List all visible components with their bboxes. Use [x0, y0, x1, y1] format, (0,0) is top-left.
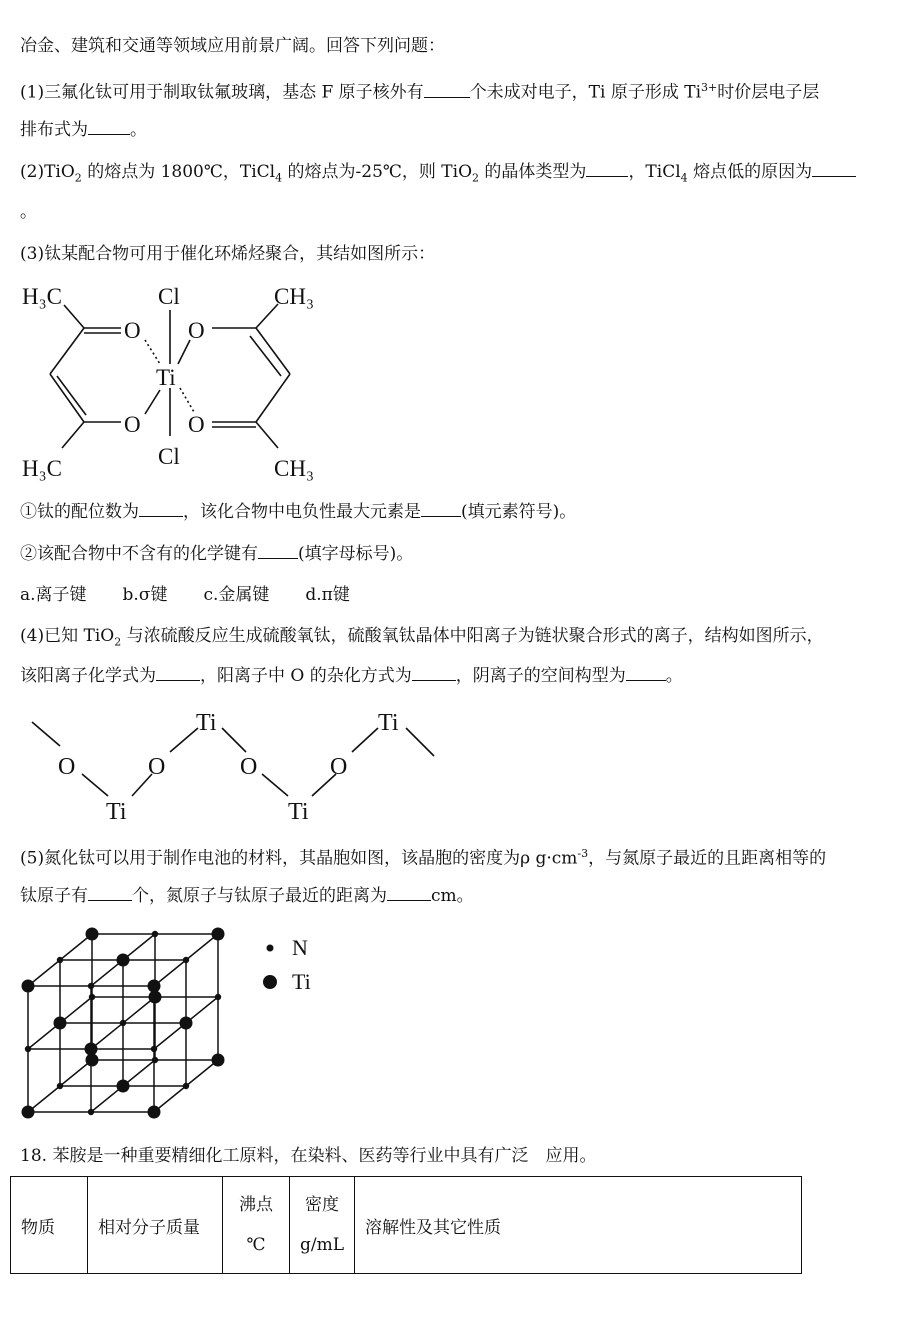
titanium-atom [149, 991, 162, 1004]
titanium-label: Ti [288, 799, 309, 825]
titanium-atom [212, 1054, 225, 1067]
titanium-atom [180, 1017, 193, 1030]
question-5-line-1: (5)氮化钛可以用于制作电池的材料，其晶胞如图，该晶胞的密度为ρ $g\cdot cm^{-3}$，与氮原子最近的且距离相等的 [20, 847, 827, 869]
bond-line [50, 374, 84, 422]
bond-line [170, 728, 198, 752]
nitrogen-atom [88, 1109, 94, 1115]
titanium-complex-structure [0, 270, 360, 490]
titanium-atom [86, 1054, 99, 1067]
oxygen-label: O [188, 318, 205, 343]
titanium-atom [117, 954, 130, 967]
bond-line [406, 728, 434, 756]
titanium-label: Ti [106, 799, 127, 825]
bond-line [50, 328, 84, 374]
titanium-atom [54, 1017, 67, 1030]
oxygen-label: O [188, 412, 205, 437]
property-table [10, 1176, 802, 1274]
question-18-stem: 18. 苯胺是一种重要精细化工原料，在染料、医药等行业中具有广泛 应用。 [20, 1146, 597, 1166]
bond-line [256, 422, 278, 448]
methyl-label: CH₃ [274, 456, 314, 481]
header-substance: 物质 [11, 1177, 88, 1274]
question-1-line-2: 排布式为 。 [20, 120, 147, 140]
methyl-label: H₃C [22, 456, 62, 481]
nitrogen-atom [152, 931, 158, 937]
chlorine-label: Cl [158, 284, 180, 309]
methyl-label: CH₃ [274, 284, 314, 309]
methyl-label: H₃C [22, 284, 62, 309]
answer-blank[interactable] [812, 160, 856, 177]
nitrogen-atom [120, 1020, 126, 1026]
answer-blank[interactable] [586, 160, 628, 177]
nitrogen-atom [57, 1083, 63, 1089]
dative-bond [180, 388, 194, 412]
nitrogen-atom [88, 983, 94, 989]
nitrogen-atom [57, 957, 63, 963]
nitrogen-atom [89, 994, 95, 1000]
bond-line [262, 774, 288, 796]
header-density: 密度 g/mL [290, 1177, 355, 1274]
answer-blank[interactable] [156, 664, 200, 681]
oxygen-label: O [240, 754, 258, 780]
oxygen-label: O [124, 318, 141, 343]
bond-line [145, 390, 160, 414]
titanium-nitride-unit-cell [0, 920, 340, 1130]
bond-line [178, 340, 190, 364]
legend-titanium-label: Ti [292, 969, 311, 994]
legend-nitrogen-label: N [292, 935, 308, 960]
answer-blank[interactable] [412, 664, 456, 681]
titanium-atom [86, 928, 99, 941]
titanium-oxygen-chain [0, 696, 460, 831]
titanium-atom [148, 980, 161, 993]
chlorine-label: Cl [158, 444, 180, 469]
nitrogen-atom [183, 1083, 189, 1089]
option-d[interactable]: d.π键 [305, 585, 350, 605]
nitrogen-atom [152, 1057, 158, 1063]
bond-line [82, 774, 108, 796]
titanium-atom [22, 980, 35, 993]
table-header-row [11, 1177, 802, 1274]
answer-blank[interactable] [387, 884, 431, 901]
oxygen-label: O [330, 754, 348, 780]
bond-line [352, 728, 378, 752]
titanium-label: Ti [196, 710, 217, 736]
answer-blank[interactable] [88, 118, 130, 135]
question-4-line-2: 该阳离子化学式为 ，阳离子中 O 的杂化方式为 ，阴离子的空间构型为 。 [20, 666, 683, 686]
question-2-line-2: 。 [20, 202, 37, 222]
question-2-line-1: (2)TiO$_2$ 的熔点为 1800℃，TiCl$_4$ 的熔点为-25℃，则 TiO$_2$ 的晶体类型为 ，TiCl$_4$ 熔点低的原因为 [20, 160, 856, 190]
titanium-atom [148, 1106, 161, 1119]
option-b[interactable]: b.σ键 [122, 585, 168, 605]
oxygen-label: O [148, 754, 166, 780]
bond-line [222, 728, 246, 752]
bond-line [256, 374, 290, 422]
question-3-stem: (3)钛某配合物可用于催化环烯烃聚合，其结如图所示： [20, 244, 436, 264]
question-5-line-2: 钛原子有 个，氮原子与钛原子最近的距离为 cm。 [20, 886, 474, 906]
oxygen-label: O [58, 754, 76, 780]
answer-blank[interactable] [626, 664, 666, 681]
answer-blank[interactable] [258, 542, 298, 559]
dative-bond [145, 340, 160, 364]
header-boiling-point: 沸点 ℃ [223, 1177, 290, 1274]
question-4-line-1: (4)已知 TiO$_2$ 与浓硫酸反应生成硫酸氧钛，硫酸氧钛晶体中阳离子为链状聚合形式的离子，结构如图所示， [20, 626, 824, 649]
titanium-legend-dot [263, 975, 277, 989]
titanium-atom [117, 1080, 130, 1093]
nitrogen-legend-dot [267, 945, 274, 952]
answer-blank[interactable] [88, 884, 132, 901]
question-3-sub-1: ①钛的配位数为 ，该化合物中电负性最大元素是 (填元素符号)。 [20, 502, 577, 522]
header-solubility: 溶解性及其它性质 [355, 1177, 802, 1274]
titanium-atom [22, 1106, 35, 1119]
question-1-line-1: (1)三氟化钛可用于制取钛氟玻璃，基态 F 原子核外有 个未成对电子，Ti 原子形成 $Ti^{3+}$时价层电子层 [20, 81, 820, 103]
option-c[interactable]: c.金属键 [203, 585, 270, 605]
titanium-atom [85, 1043, 98, 1056]
nitrogen-atom [25, 1046, 31, 1052]
bond-line [64, 305, 84, 328]
nitrogen-atom [183, 957, 189, 963]
bond-line [62, 422, 84, 448]
question-3-options [20, 583, 386, 607]
question-3-sub-2: ②该配合物中不含有的化学键有 (填字母标号)。 [20, 544, 414, 564]
option-a[interactable]: a.离子键 [20, 585, 87, 605]
answer-blank[interactable] [424, 81, 470, 98]
nitrogen-atom [151, 1046, 157, 1052]
bond-line [32, 722, 60, 746]
intro-line: 冶金、建筑和交通等领域应用前景广阔。回答下列问题： [20, 36, 445, 56]
oxygen-label: O [124, 412, 141, 437]
header-molar-mass: 相对分子质量 [88, 1177, 223, 1274]
bond-line [57, 376, 86, 415]
nitrogen-atom [215, 994, 221, 1000]
answer-blank[interactable] [421, 500, 461, 517]
titanium-label: Ti [378, 710, 399, 736]
titanium-atom [212, 928, 225, 941]
titanium-label: Ti [156, 365, 176, 390]
answer-blank[interactable] [139, 500, 183, 517]
